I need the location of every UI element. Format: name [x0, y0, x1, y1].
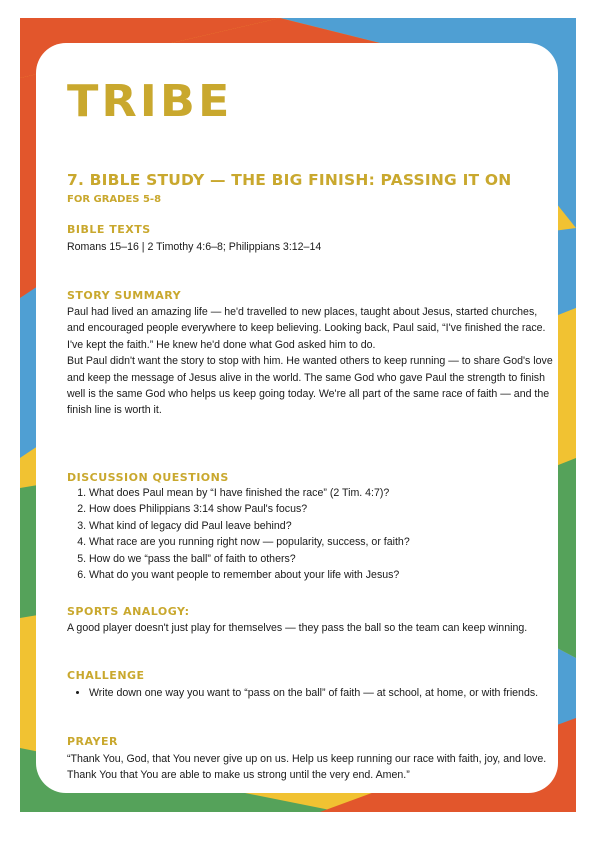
discussion-question: 6. What do you want people to remember about your life with Jesus? [89, 567, 559, 583]
bible-texts-text: Romans 15–16 | 2 Timothy 4:6–8; Philippians 3:12–14 [67, 241, 322, 253]
discussion-question: 3. What kind of legacy did Paul leave behind? [89, 518, 559, 534]
sports-analogy-text: A good player doesn't just play for themselves — they pass the ball so the team can keep winning. [67, 622, 528, 634]
brand-logo: TRIBE [67, 75, 233, 127]
story-paragraph: But Paul didn't want the story to stop with him. He wanted others to keep running — to share God's love and keep the message of Jesus alive in the world. The same God who gave Paul the strength to finish well is the same God who helps us keep going today. We're all part of the same race of faith — and the finish line is worth it. [67, 355, 553, 417]
prayer-heading: PRAYER [67, 735, 118, 748]
challenge-item: • Write down one way you want to “pass on the ball” of faith — at school, at home, or with friends. [89, 685, 539, 701]
challenge-heading: CHALLENGE [67, 669, 145, 682]
bible-texts-heading: BIBLE TEXTS [67, 223, 151, 236]
discussion-question-list [67, 485, 559, 583]
discussion-question: 2. How does Philippians 3:14 show Paul's focus? [89, 501, 559, 517]
discussion-question: 4. What race are you running right now — popularity, success, or faith? [89, 534, 559, 550]
discussion-question: 5. How do we “pass the ball” of faith to others? [89, 551, 559, 567]
story-summary-heading: STORY SUMMARY [67, 289, 182, 302]
challenge-list [67, 685, 539, 701]
page-title: 7. BIBLE STUDY — THE BIG FINISH: PASSING IT ON [67, 171, 512, 189]
grade-subtitle: FOR GRADES 5-8 [67, 194, 162, 205]
discussion-heading: DISCUSSION QUESTIONS [67, 471, 229, 484]
page-frame [20, 18, 576, 812]
story-summary-body [67, 304, 557, 419]
story-paragraph: Paul had lived an amazing life — he'd travelled to new places, taught about Jesus, started churches, and encouraged people everywhere to keep believing. Looking back, Paul said, “I've finished the race. I've kept the faith.” He knew he'd done what God asked him to do. [67, 306, 546, 351]
discussion-question: 1. What does Paul mean by “I have finished the race” (2 Tim. 4:7)? [89, 485, 559, 501]
sports-analogy-heading: SPORTS ANALOGY: [67, 605, 190, 618]
prayer-text: “Thank You, God, that You never give up on us. Help us keep running our race with faith, joy, and love. Thank You that You are able to make us strong until the very end. Amen.” [67, 753, 547, 782]
content-card [36, 43, 558, 793]
